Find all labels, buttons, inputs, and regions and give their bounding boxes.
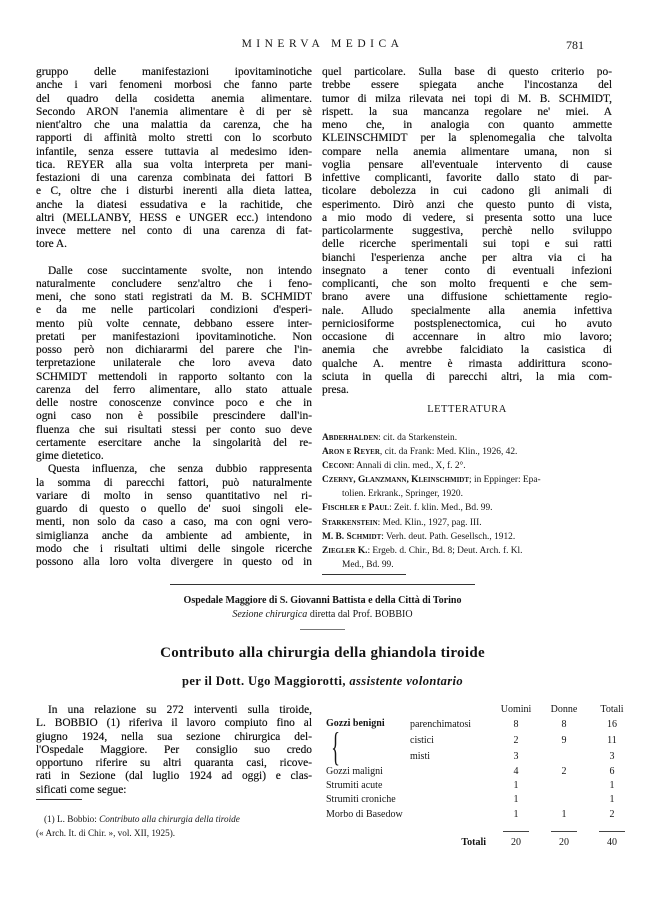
text-line: SCHMIDT mettendoli in rapporto soltanto con la bbox=[36, 370, 312, 383]
small-divider bbox=[300, 629, 345, 630]
reference-item bbox=[322, 459, 612, 473]
text-line: infettive complicanti, favorite dallo stato di par- bbox=[322, 172, 612, 184]
sum-rule bbox=[492, 822, 540, 836]
text-line: festazioni di una carenza combinata dei fattori B bbox=[36, 172, 312, 184]
cell-donne bbox=[540, 749, 588, 765]
right-column bbox=[322, 66, 612, 397]
left-column bbox=[36, 66, 312, 569]
cell-uomini: 1 bbox=[513, 780, 519, 792]
byline-author: per il Dott. Ugo Maggiorotti, bbox=[181, 674, 346, 688]
paragraph bbox=[322, 66, 612, 397]
reference-item bbox=[322, 516, 612, 530]
spacer bbox=[480, 717, 492, 733]
byline-role: assistente volontario bbox=[349, 674, 464, 688]
cell-totali: 6 bbox=[609, 765, 615, 777]
cell-uomini: 20 bbox=[511, 837, 521, 849]
text-line: del quadro della cosidetta anemia alimentare. bbox=[36, 92, 312, 105]
text-line: altri (MELLANBY, HESS e UNGER ecc.) intendono bbox=[36, 211, 312, 224]
text-line: la somma di parecchi fattori, può naturalmente bbox=[36, 476, 312, 489]
text-line: e C, oltre che i disturbi inerenti alla dieta lattea, bbox=[36, 185, 312, 198]
institution-line: Ospedale Maggiore di S. Giovanni Battista e della Città di Torino bbox=[183, 595, 462, 606]
text-line: quel particolare. Sulla base di questo criterio po- bbox=[322, 66, 612, 78]
cell-totali: 1 bbox=[609, 780, 615, 792]
text-line: Secondo ARON l'anemia alimentare è di per sè bbox=[36, 105, 312, 118]
table-row bbox=[326, 717, 636, 733]
sum-rule bbox=[540, 822, 588, 836]
text-line: perniciosiforme postsplenectomica, cui ho avuto bbox=[322, 317, 612, 330]
reference-list bbox=[322, 431, 612, 572]
text-line: tore A. bbox=[36, 238, 68, 251]
totals-row bbox=[326, 836, 636, 850]
text-line: pretati per manifestazioni ipovitaminotiche. Non bbox=[36, 330, 312, 343]
cell-donne bbox=[540, 793, 588, 807]
text-line: ogni caso non è possibile prescindere dall'in- bbox=[36, 410, 312, 423]
reference-item bbox=[322, 431, 612, 445]
reference-author: Ceconi bbox=[322, 461, 352, 472]
page-number: 781 bbox=[566, 38, 584, 52]
footnote-marker: (1) L. Bobbio: bbox=[44, 814, 97, 824]
cell-uomini: 4 bbox=[513, 765, 519, 777]
text-line: anche i vari fenomeni morbosi che fanno parte bbox=[36, 79, 312, 92]
reference-citation: : Verh. deut. Path. Gesellsch., 1912. bbox=[381, 531, 516, 542]
paragraph bbox=[36, 463, 312, 569]
spacer bbox=[480, 749, 492, 765]
text-line: sciuta in quella di parecchi altri, la mia com- bbox=[322, 370, 612, 383]
reference-author: Czerny, Glanzmann, Kleinschmidt bbox=[322, 475, 470, 486]
text-line: certamente esercitare anche la singolarità del re- bbox=[36, 436, 312, 449]
reference-author: Ziegler K. bbox=[322, 545, 368, 556]
text-line: delle ricerche sperimentali sui topi e sui ratti bbox=[322, 238, 612, 251]
text-line: invece mettere nel conto di una carenza di fat- bbox=[36, 225, 312, 237]
text-line: qualche A. mentre è rimasta addirittura scono- bbox=[322, 357, 612, 370]
section-name: Sezione chirurgica bbox=[232, 609, 308, 620]
text-line: guardo di questo o quello de' suoi singoli ele- bbox=[36, 503, 312, 515]
cell-uomini: 3 bbox=[513, 750, 519, 762]
text-line: L. BOBBIO (1) riferiva il lavoro compiuto fino al bbox=[36, 717, 312, 730]
text-line: delle nostre conoscenze convince poco e che in bbox=[36, 397, 312, 409]
spacer bbox=[480, 733, 492, 749]
reference-author: Starkenstein bbox=[322, 517, 378, 528]
text-line: Questa influenza, che senza dubbio rappresenta bbox=[48, 463, 312, 476]
group-label-text: Gozzi benigni bbox=[326, 718, 385, 730]
row-label: cistici bbox=[410, 734, 434, 746]
text-line: a mio modo di vedere, si presenta sotto una luce bbox=[322, 211, 612, 224]
reference-item bbox=[322, 473, 612, 487]
text-line: nale. Alludo specialmente alla anemia infettiva bbox=[322, 304, 612, 317]
reference-continuation: Med., Bd. 99. bbox=[342, 559, 394, 570]
row-label: Morbo di Basedow bbox=[326, 808, 403, 820]
table-row bbox=[326, 779, 636, 793]
reference-item bbox=[322, 501, 612, 515]
row-label: Strumiti croniche bbox=[326, 794, 396, 806]
cell-totali: 16 bbox=[607, 719, 617, 731]
text-line: rati in Sezione (dal luglio 1924 ad oggi) e clas- bbox=[36, 770, 312, 783]
article-byline bbox=[0, 674, 645, 689]
cell-donne: 2 bbox=[561, 765, 567, 777]
text-line: esperimento. Dirò anzi che questo punto di vista, bbox=[322, 198, 612, 211]
text-line: brano avere una diffusione schiettamente regio- bbox=[322, 291, 612, 304]
text-line: sificati come segue: bbox=[36, 783, 127, 796]
reference-citation: : Annali di clin. med., X, f. 2°. bbox=[351, 461, 466, 472]
paragraph bbox=[36, 265, 312, 464]
cell-uomini: 1 bbox=[513, 794, 519, 806]
text-line: ticolare debolezza in cui cadono gli animali di bbox=[322, 185, 612, 198]
section-line bbox=[0, 609, 645, 620]
reference-citation: : cit. da Starkenstein. bbox=[378, 433, 458, 443]
text-line: tica. REYER alla sua volta interpreta per mani- bbox=[36, 158, 312, 171]
reference-item bbox=[322, 544, 612, 558]
footnote-rule bbox=[36, 799, 82, 800]
text-line: complicanti, che son molto frequenti e che sem- bbox=[322, 278, 612, 290]
text-line: menti, non solo da caso a caso, ma con ogni vero- bbox=[36, 516, 312, 529]
text-line: variare di molto in senso quantitativo nel ri- bbox=[36, 489, 312, 502]
totals-label: Totali bbox=[461, 837, 486, 849]
cell-uomini: 8 bbox=[513, 719, 519, 731]
reference-author: Abderhalden bbox=[322, 433, 379, 443]
reference-citation: , cit. da Frank: Med. Klin., 1926, 42. bbox=[379, 447, 518, 458]
reference-author: Aron e Reyer bbox=[322, 447, 380, 458]
paragraph bbox=[36, 66, 312, 252]
table-row bbox=[326, 808, 636, 822]
cell-totali: 40 bbox=[607, 837, 617, 849]
intro-paragraph bbox=[36, 704, 312, 797]
cell-totali: 1 bbox=[609, 794, 615, 806]
text-line: meno che, in analogia con quanto ammette bbox=[322, 119, 612, 131]
reference-citation: : Med. Klin., 1927, pag. III. bbox=[377, 517, 482, 528]
sum-rule bbox=[588, 822, 636, 836]
section-director: diretta dal Prof. BOBBIO bbox=[309, 609, 413, 620]
text-line: particolarmente suggestiva, perchè nello sviluppo bbox=[322, 225, 612, 237]
footnote bbox=[36, 812, 316, 840]
section-divider bbox=[170, 584, 475, 585]
cell-totali: 3 bbox=[609, 750, 615, 762]
article-title: Contributo alla chirurgia della ghiandola tiroide bbox=[160, 645, 485, 661]
text-line: anche la diatesi essudativa e la rachitide, che bbox=[36, 198, 312, 211]
footnote-source: (« Arch. It. di Chir. », vol. XII, 1925). bbox=[36, 828, 176, 838]
text-line: rispett. la sua mancanza regolare ne' miei. A bbox=[322, 105, 612, 118]
references-end-rule bbox=[322, 574, 406, 575]
text-line: presa. bbox=[322, 384, 349, 396]
text-line: carenza del ferro alimentare, allo stato attuale bbox=[36, 383, 312, 396]
running-header: MINERVA MEDICA bbox=[241, 38, 404, 50]
cell-totali: 2 bbox=[609, 808, 615, 820]
text-line: anemia che avrebbe falcidiato la casistica di bbox=[322, 344, 612, 357]
cell-donne: 20 bbox=[559, 837, 569, 849]
text-line: simiglianza anche da ambiente ad ambiente, in bbox=[36, 529, 312, 542]
text-line: terpretazione unilaterale che loro aveva dato bbox=[36, 357, 312, 370]
text-line: l'Ospedale Maggiore. Per consiglio suo credo bbox=[36, 743, 312, 756]
text-line: Dalle cose succintamente svolte, non intendo bbox=[48, 264, 312, 277]
text-line: rapporti di affinità molto stretti con lo scorbuto bbox=[36, 132, 312, 145]
row-label: parenchimatosi bbox=[410, 719, 472, 731]
text-line: voglia pensare all'eventuale intervento di cause bbox=[322, 158, 612, 171]
sum-rule-row bbox=[326, 822, 636, 836]
cell-donne bbox=[540, 779, 588, 793]
spacer bbox=[326, 822, 492, 836]
text-line: trebbe essere spiegata anche l'incostanza del bbox=[322, 79, 612, 92]
text-line: KLEINSCHMIDT per la splenomegalia che talvolta bbox=[322, 132, 612, 145]
cell-totali: 11 bbox=[607, 734, 617, 746]
reference-citation: : Zeit. f. klin. Med., Bd. 99. bbox=[389, 503, 493, 514]
reference-citation: : Ergeb. d. Chir., Bd. 8; Deut. Arch. f. Kl. bbox=[367, 545, 523, 556]
reference-author: Fischler e Paul bbox=[322, 503, 390, 514]
table-row bbox=[326, 765, 636, 779]
text-line: possono alla loro volta divergere in questo od in bbox=[36, 556, 312, 568]
text-line: fluenza che sui risultati stessi per conto suo deve bbox=[36, 423, 312, 436]
text-line: e da me nelle particolari condizioni d'esperi- bbox=[36, 304, 312, 317]
text-line: bianchi l'esperienza anche per altra via ci ha bbox=[322, 251, 612, 264]
header-donne: Donne bbox=[550, 704, 578, 715]
cell-uomini: 2 bbox=[513, 734, 519, 746]
brace-icon: { bbox=[331, 723, 340, 769]
text-line: opportuno riferire su altri quaranta casi, ricove- bbox=[36, 757, 312, 769]
reference-citation: ; in Eppinger: Epa- bbox=[469, 475, 541, 486]
cases-table bbox=[326, 703, 636, 851]
paragraph-gap bbox=[36, 252, 312, 265]
reference-continuation: tolien. Erkrank., Springer, 1920. bbox=[342, 489, 463, 500]
row-label: Strumiti acute bbox=[326, 780, 383, 792]
text-line: insegnato a tener conto di eventuali infezioni bbox=[322, 264, 612, 277]
text-line: modo che i risultati ultimi delle singole ricerche bbox=[36, 542, 312, 555]
text-line: tumor di milza rilevata nei topi di M. B. SCHMIDT, bbox=[322, 92, 612, 105]
cell-uomini: 1 bbox=[513, 808, 519, 820]
row-label: misti bbox=[410, 750, 431, 762]
header-uomini: Uomini bbox=[500, 704, 532, 715]
text-line: giugno 1924, nella sua sezione chirurgica del- bbox=[36, 730, 312, 743]
text-line: mento più volte cennate, debbano essere inter- bbox=[36, 317, 312, 330]
text-line: naturalmente concludere senz'altro che i feno- bbox=[36, 277, 312, 290]
text-line: In una relazione su 272 interventi sulla tiroide, bbox=[48, 704, 312, 716]
text-line: occasione di accennare in altro mio lavoro; bbox=[322, 331, 612, 343]
table-header-row bbox=[326, 703, 636, 717]
text-line: gime dietetico. bbox=[36, 450, 104, 462]
text-line: compare nella anemia alimentare umana, non si bbox=[322, 145, 612, 158]
table-row bbox=[326, 793, 636, 807]
cell-donne: 1 bbox=[561, 808, 567, 820]
row-label: Gozzi maligni bbox=[326, 765, 383, 777]
text-line: meni, che sono stati registrati da M. B. SCHMIDT bbox=[36, 291, 312, 303]
cell-donne: 8 bbox=[561, 719, 567, 731]
reference-item bbox=[322, 530, 612, 544]
reference-item bbox=[322, 445, 612, 459]
text-line: posso però non dichiararmi del parere che l'in- bbox=[36, 344, 312, 356]
footnote-title: Contributo alla chirurgia della tiroide bbox=[99, 814, 240, 824]
literature-heading: LETTERATURA bbox=[427, 404, 507, 415]
text-line: nient'altro che una malattia da carenza, che ha bbox=[36, 119, 312, 131]
header-totali: Totali bbox=[600, 704, 624, 715]
text-line: gruppo delle manifestazioni ipovitaminotiche bbox=[36, 66, 312, 78]
group-label bbox=[326, 717, 406, 769]
reference-author: M. B. Schmidt bbox=[322, 531, 382, 542]
text-line: infantile, senza essere tuttavia al medesimo iden- bbox=[36, 145, 312, 158]
cell-donne: 9 bbox=[561, 734, 567, 746]
